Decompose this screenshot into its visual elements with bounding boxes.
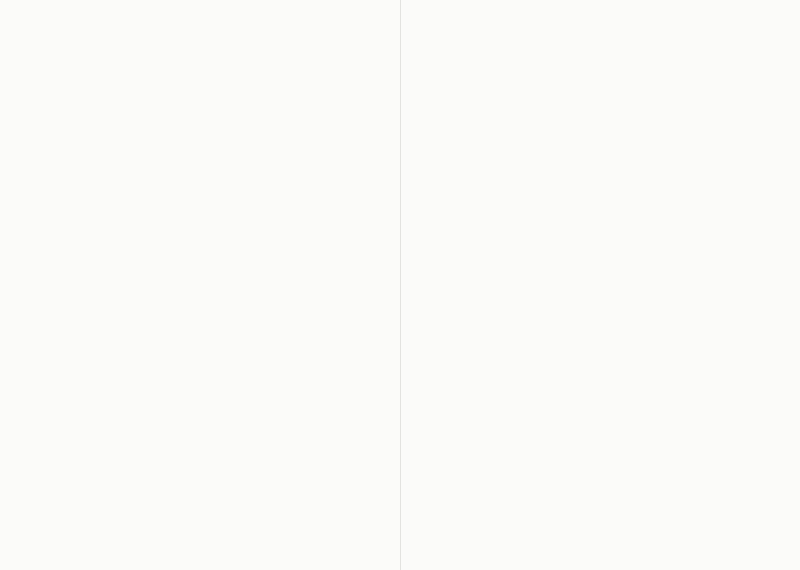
right-page [400,0,800,570]
